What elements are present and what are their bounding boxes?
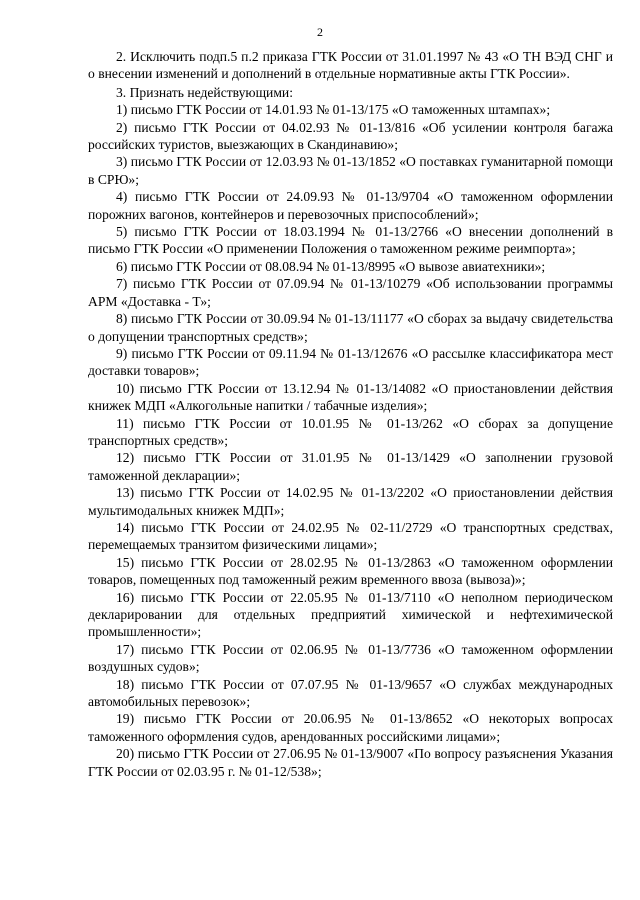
list-item: 4) письмо ГТК России от 24.09.93 № 01-13/9704 «О таможенном оформлении порожних вагонов, контейнеров и перевозочных приспособлений»; bbox=[88, 189, 613, 222]
list-item: 2) письмо ГТК России от 04.02.93 № 01-13/816 «Об усилении контроля багажа российских туристов, выезжающих в Скандинавию»; bbox=[88, 119, 613, 153]
list-item: 10) письмо ГТК России от 13.12.94 № 01-13/14082 «О приостановлении действия книжек МДП «Алкогольные напитки / табачные изделия»; bbox=[88, 380, 613, 414]
list-item: 3) письмо ГТК России от 12.03.93 № 01-13/1852 «О поставках гуманитарной помощи в СРЮ»; bbox=[88, 154, 613, 187]
page-number: 2 bbox=[317, 25, 323, 39]
list-item: 19) письмо ГТК России от 20.06.95 № 01-13/8652 «О некоторых вопросах таможенного оформления судов, арендованных российскими лицами»; bbox=[88, 711, 613, 744]
list-item: 15) письмо ГТК России от 28.02.95 № 01-13/2863 «О таможенном оформлении товаров, помещенных под таможенный режим временного ввоза (вывоза)»; bbox=[88, 554, 613, 588]
paragraph: 2. Исключить подп.5 п.2 приказа ГТК России от 31.01.1997 № 43 «О ТН ВЭД СНГ и о внесении изменений и дополнений в отдельные нормативные акты ГТК России». bbox=[88, 49, 613, 82]
list-item: 6) письмо ГТК России от 08.08.94 № 01-13/8995 «О вывозе авиатехники»; bbox=[116, 258, 546, 274]
list-item: 9) письмо ГТК России от 09.11.94 № 01-13/12676 «О рассылке классификатора мест доставки товаров»; bbox=[88, 345, 613, 379]
paragraph: 3. Признать недействующими: bbox=[116, 84, 293, 100]
list-item: 13) письмо ГТК России от 14.02.95 № 01-13/2202 «О приостановлении действия мультимодальных книжек МДП»; bbox=[88, 485, 613, 518]
list-item: 18) письмо ГТК России от 07.07.95 № 01-13/9657 «О службах международных автомобильных перевозок»; bbox=[88, 676, 613, 710]
document-body bbox=[88, 48, 613, 780]
list-item: 20) письмо ГТК России от 27.06.95 № 01-13/9007 «По вопросу разъяснения Указания ГТК России от 02.03.95 г. № 01-12/538»; bbox=[88, 746, 613, 779]
list-item: 8) письмо ГТК России от 30.09.94 № 01-13/11177 «О сборах за выдачу свидетельства о допущении транспортных средств»; bbox=[88, 311, 613, 344]
list-item: 11) письмо ГТК России от 10.01.95 № 01-13/262 «О сборах за допущение транспортных средств»; bbox=[88, 415, 613, 448]
list-item: 14) письмо ГТК России от 24.02.95 № 02-11/2729 «О транспортных средствах, перемещаемых транзитом физическими лицами»; bbox=[88, 519, 613, 553]
list-item: 12) письмо ГТК России от 31.01.95 № 01-13/1429 «О заполнении грузовой таможенной декларации»; bbox=[88, 450, 613, 483]
list-item: 7) письмо ГТК России от 07.09.94 № 01-13/10279 «Об использовании программы АРМ «Доставка - Т»; bbox=[88, 276, 613, 309]
list-item: 5) письмо ГТК России от 18.03.1994 № 01-13/2766 «О внесении дополнений в письмо ГТК России «О применении Положения о таможенном режиме реимпорта»; bbox=[88, 224, 613, 257]
list-item: 1) письмо ГТК России от 14.01.93 № 01-13/175 «О таможенных штампах»; bbox=[116, 102, 551, 118]
list-item: 17) письмо ГТК России от 02.06.95 № 01-13/7736 «О таможенном оформлении воздушных судов»; bbox=[88, 641, 613, 675]
list-item: 16) письмо ГТК России от 22.05.95 № 01-13/7110 «О неполном периодическом декларировании для отдельных предприятий химической и нефтехимической промышленности»; bbox=[88, 589, 613, 640]
